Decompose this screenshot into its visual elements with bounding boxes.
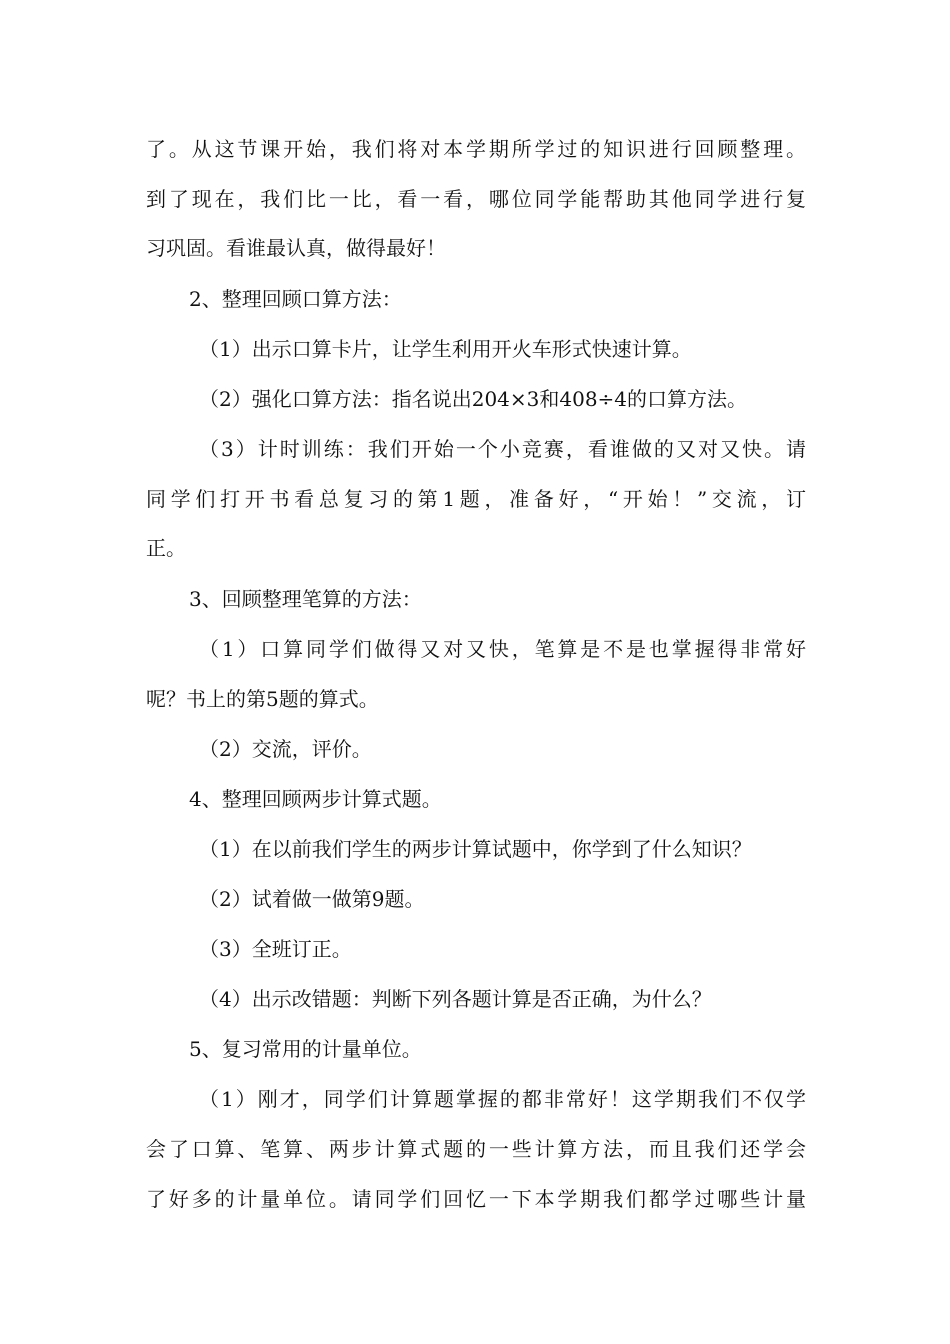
list-item: （1）在以前我们学生的两步计算试题中，你学到了什么知识？ [199,837,752,861]
text-line: 了好多的计量单位。请同学们回忆一下本学期我们都学过哪些计量 [146,1187,806,1211]
list-item: （3）计时训练：我们开始一个小竞赛，看谁做的又对又快。请 [199,437,806,461]
list-item: （1）出示口算卡片，让学生利用开火车形式快速计算。 [199,337,692,361]
text-line: 到了现在，我们比一比，看一看，哪位同学能帮助其他同学进行复 [146,187,806,211]
text-line: 同学们打开书看总复习的第1题，准备好，“开始！”交流，订 [146,487,806,511]
list-item: （4）出示改错题：判断下列各题计算是否正确，为什么？ [199,987,712,1011]
list-item: （2）强化口算方法：指名说出204×3和408÷4的口算方法。 [199,387,748,411]
text-line: 了。从这节课开始，我们将对本学期所学过的知识进行回顾整理。 [146,137,806,161]
text-line: 会了口算、笔算、两步计算式题的一些计算方法，而且我们还学会 [146,1137,806,1161]
list-item: （1）口算同学们做得又对又快，笔算是不是也掌握得非常好 [199,637,806,661]
list-item: （1）刚才，同学们计算题掌握的都非常好！这学期我们不仅学 [199,1087,806,1111]
text-line: 呢？书上的第5题的算式。 [146,687,379,711]
section-heading: 3、回顾整理笔算的方法： [189,587,422,611]
list-item: （2）交流，评价。 [199,737,372,761]
section-heading: 5、复习常用的计量单位。 [189,1037,422,1061]
section-heading: 2、整理回顾口算方法： [189,287,402,311]
text-line: 正。 [146,536,186,560]
section-heading: 4、整理回顾两步计算式题。 [189,787,442,811]
list-item: （2）试着做一做第9题。 [199,887,425,911]
list-item: （3）全班订正。 [199,937,352,961]
text-line: 习巩固。看谁最认真，做得最好！ [146,236,446,260]
